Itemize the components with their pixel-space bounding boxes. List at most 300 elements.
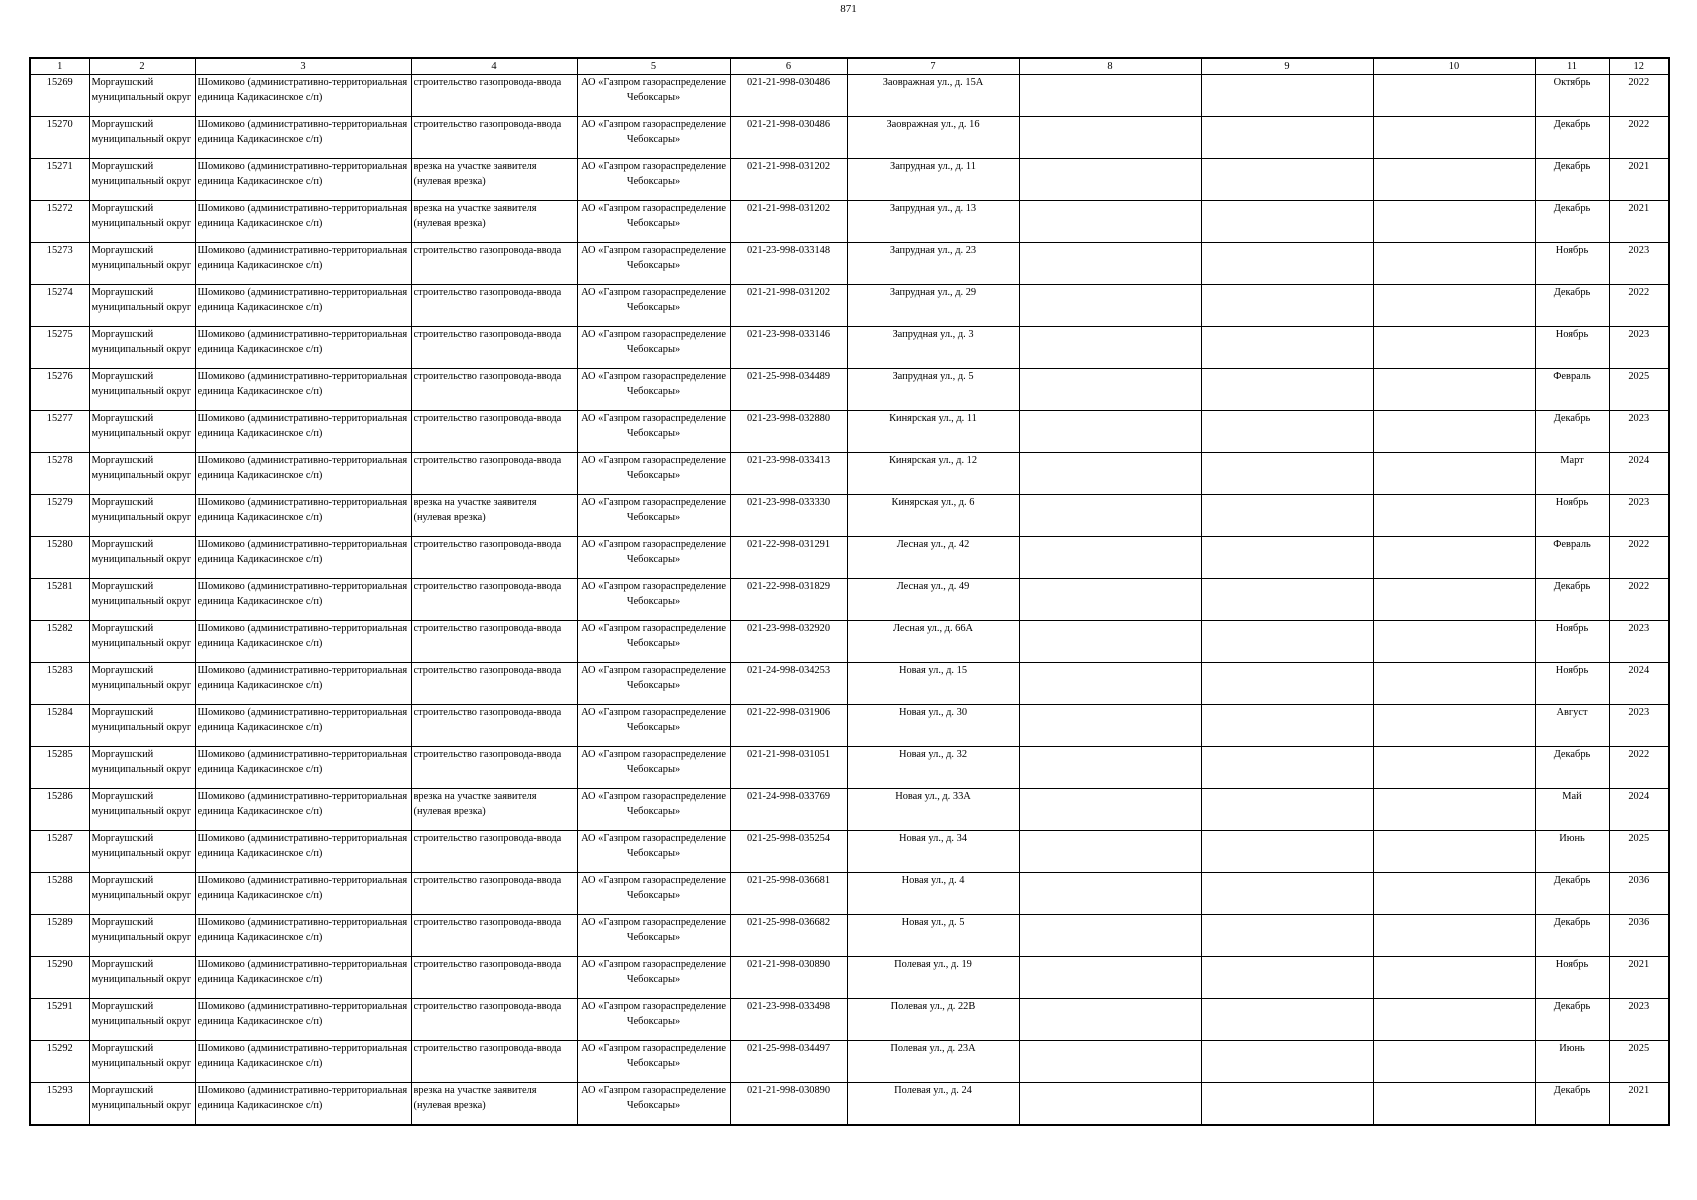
column-8-cell-text — [1022, 790, 1199, 830]
work-type-cell — [411, 705, 577, 747]
locality-cell — [195, 747, 411, 789]
table-row — [30, 579, 1669, 621]
locality-cell — [195, 495, 411, 537]
work-type-cell — [411, 201, 577, 243]
locality-cell-text: Шомиково (административно-территориальная единица Кадикасинское с/п) — [197, 497, 408, 523]
column-9-cell — [1201, 621, 1373, 663]
organization-cell — [577, 285, 730, 327]
organization-cell-text: АО «Газпром газораспределение Чебоксары» — [581, 539, 726, 565]
work-type-cell — [411, 453, 577, 495]
year-cell-text: 2023 — [1628, 1001, 1650, 1012]
organization-cell-text: АО «Газпром газораспределение Чебоксары» — [581, 77, 726, 103]
column-8-cell-text — [1022, 832, 1199, 872]
district-cell — [89, 285, 195, 327]
work-type-cell-text: строительство газопровода-ввода — [413, 959, 562, 970]
year-cell-text: 2022 — [1628, 287, 1650, 298]
row-number-cell — [30, 495, 89, 537]
month-cell — [1535, 495, 1609, 537]
table-row — [30, 117, 1669, 159]
column-9-cell — [1201, 159, 1373, 201]
row-number-cell — [30, 159, 89, 201]
address-cell-text: Кинярская ул., д. 12 — [888, 455, 978, 466]
address-cell-text: Новая ул., д. 32 — [898, 749, 968, 760]
district-cell — [89, 1041, 195, 1083]
locality-cell-text: Шомиково (административно-территориальная единица Кадикасинское с/п) — [197, 791, 408, 817]
organization-cell — [577, 1041, 730, 1083]
application-code-cell-text: 021-23-998-033498 — [746, 1001, 831, 1012]
month-cell — [1535, 873, 1609, 915]
row-number-cell — [30, 537, 89, 579]
application-code-cell-text: 021-21-998-030486 — [746, 119, 831, 130]
column-8-cell-text — [1022, 706, 1199, 746]
column-9-cell — [1201, 957, 1373, 999]
organization-cell-text: АО «Газпром газораспределение Чебоксары» — [581, 1085, 726, 1111]
row-number-cell-text: 15272 — [46, 203, 73, 214]
row-number-cell-text: 15283 — [46, 665, 73, 676]
column-8-cell-text — [1022, 244, 1199, 284]
column-header-1: 1 — [30, 58, 89, 75]
column-header-12: 12 — [1609, 58, 1669, 75]
locality-cell-text: Шомиково (административно-территориальная единица Кадикасинское с/п) — [197, 245, 408, 271]
year-cell-text: 2023 — [1628, 497, 1650, 508]
application-code-cell-text: 021-23-998-032880 — [746, 413, 831, 424]
address-cell-text: Лесная ул., д. 42 — [896, 539, 970, 550]
column-10-cell — [1373, 999, 1535, 1041]
year-cell-text: 2023 — [1628, 707, 1650, 718]
column-9-cell-text — [1204, 790, 1371, 830]
district-cell — [89, 495, 195, 537]
district-cell-text: Моргаушский муниципальный округ — [91, 497, 192, 523]
application-code-cell — [730, 369, 847, 411]
column-8-cell — [1019, 789, 1201, 831]
address-cell — [847, 1083, 1019, 1126]
column-10-cell — [1373, 75, 1535, 117]
month-cell — [1535, 831, 1609, 873]
work-type-cell — [411, 537, 577, 579]
column-9-cell-text — [1204, 1000, 1371, 1040]
application-code-cell-text: 021-23-998-032920 — [746, 623, 831, 634]
column-10-cell — [1373, 1083, 1535, 1126]
column-9-cell — [1201, 327, 1373, 369]
application-code-cell — [730, 327, 847, 369]
locality-cell-text: Шомиково (административно-территориальная единица Кадикасинское с/п) — [197, 917, 408, 943]
column-9-cell — [1201, 705, 1373, 747]
year-cell — [1609, 747, 1669, 789]
column-8-cell — [1019, 747, 1201, 789]
month-cell — [1535, 537, 1609, 579]
organization-cell — [577, 1083, 730, 1126]
column-8-cell-text — [1022, 1042, 1199, 1082]
year-cell — [1609, 957, 1669, 999]
month-cell — [1535, 789, 1609, 831]
column-10-cell-text — [1376, 958, 1533, 998]
year-cell — [1609, 285, 1669, 327]
column-8-cell — [1019, 159, 1201, 201]
month-cell — [1535, 243, 1609, 285]
year-cell — [1609, 327, 1669, 369]
district-cell-text: Моргаушский муниципальный округ — [91, 1001, 192, 1027]
organization-cell-text: АО «Газпром газораспределение Чебоксары» — [581, 413, 726, 439]
row-number-cell-text: 15269 — [46, 77, 73, 88]
month-cell — [1535, 957, 1609, 999]
column-header-10: 10 — [1373, 58, 1535, 75]
month-cell-text: Октябрь — [1553, 77, 1591, 88]
column-10-cell — [1373, 369, 1535, 411]
column-8-cell — [1019, 537, 1201, 579]
work-type-cell — [411, 285, 577, 327]
organization-cell — [577, 75, 730, 117]
organization-cell-text: АО «Газпром газораспределение Чебоксары» — [581, 329, 726, 355]
organization-cell-text: АО «Газпром газораспределение Чебоксары» — [581, 245, 726, 271]
organization-cell — [577, 327, 730, 369]
column-9-cell-text — [1204, 328, 1371, 368]
district-cell-text: Моргаушский муниципальный округ — [91, 245, 192, 271]
locality-cell — [195, 159, 411, 201]
organization-cell-text: АО «Газпром газораспределение Чебоксары» — [581, 119, 726, 145]
work-type-cell — [411, 1083, 577, 1126]
locality-cell — [195, 663, 411, 705]
locality-cell — [195, 117, 411, 159]
row-number-cell — [30, 243, 89, 285]
year-cell-text: 2025 — [1628, 833, 1650, 844]
organization-cell-text: АО «Газпром газораспределение Чебоксары» — [581, 203, 726, 229]
column-header-9: 9 — [1201, 58, 1373, 75]
address-cell — [847, 285, 1019, 327]
column-9-cell-text — [1204, 286, 1371, 326]
address-cell — [847, 495, 1019, 537]
locality-cell-text: Шомиково (административно-территориальная единица Кадикасинское с/п) — [197, 161, 408, 187]
row-number-cell-text: 15285 — [46, 749, 73, 760]
month-cell — [1535, 579, 1609, 621]
column-9-cell — [1201, 789, 1373, 831]
month-cell-text: Декабрь — [1553, 119, 1591, 130]
district-cell-text: Моргаушский муниципальный округ — [91, 917, 192, 943]
locality-cell-text: Шомиково (административно-территориальная единица Кадикасинское с/п) — [197, 413, 408, 439]
district-cell-text: Моргаушский муниципальный округ — [91, 707, 192, 733]
month-cell-text: Декабрь — [1553, 203, 1591, 214]
district-cell-text: Моргаушский муниципальный округ — [91, 203, 192, 229]
column-8-cell-text — [1022, 118, 1199, 158]
year-cell-text: 2021 — [1628, 161, 1650, 172]
organization-cell-text: АО «Газпром газораспределение Чебоксары» — [581, 581, 726, 607]
row-number-cell-text: 15275 — [46, 329, 73, 340]
month-cell-text: Июнь — [1559, 833, 1585, 844]
table-row — [30, 495, 1669, 537]
column-8-cell — [1019, 243, 1201, 285]
address-cell-text: Лесная ул., д. 49 — [896, 581, 970, 592]
column-10-cell-text — [1376, 118, 1533, 158]
column-10-cell-text — [1376, 286, 1533, 326]
district-cell — [89, 75, 195, 117]
year-cell — [1609, 201, 1669, 243]
column-8-cell-text — [1022, 454, 1199, 494]
application-code-cell — [730, 243, 847, 285]
locality-cell — [195, 201, 411, 243]
application-code-cell-text: 021-24-998-034253 — [746, 665, 831, 676]
address-cell-text: Запрудная ул., д. 3 — [892, 329, 974, 340]
work-type-cell — [411, 831, 577, 873]
column-8-cell-text — [1022, 202, 1199, 242]
column-10-cell-text — [1376, 454, 1533, 494]
application-code-cell — [730, 915, 847, 957]
application-code-cell — [730, 873, 847, 915]
column-9-cell-text — [1204, 370, 1371, 410]
month-cell-text: Декабрь — [1553, 917, 1591, 928]
column-8-cell — [1019, 285, 1201, 327]
month-cell-text: Ноябрь — [1555, 329, 1589, 340]
table-row — [30, 957, 1669, 999]
work-type-cell — [411, 621, 577, 663]
month-cell — [1535, 1041, 1609, 1083]
table-row — [30, 1041, 1669, 1083]
district-cell — [89, 411, 195, 453]
district-cell — [89, 999, 195, 1041]
row-number-cell-text: 15284 — [46, 707, 73, 718]
column-8-cell — [1019, 327, 1201, 369]
month-cell — [1535, 1083, 1609, 1126]
application-code-cell-text: 021-25-998-034489 — [746, 371, 831, 382]
month-cell — [1535, 117, 1609, 159]
column-10-cell-text — [1376, 706, 1533, 746]
work-type-cell-text: строительство газопровода-ввода — [413, 875, 562, 886]
gas-connection-register-table — [29, 57, 1670, 1126]
year-cell-text: 2021 — [1628, 1085, 1650, 1096]
district-cell-text: Моргаушский муниципальный округ — [91, 581, 192, 607]
address-cell-text: Новая ул., д. 5 — [901, 917, 965, 928]
table-row — [30, 369, 1669, 411]
locality-cell-text: Шомиково (административно-территориальная единица Кадикасинское с/п) — [197, 623, 408, 649]
organization-cell — [577, 705, 730, 747]
month-cell-text: Август — [1556, 707, 1588, 718]
row-number-cell-text: 15276 — [46, 371, 73, 382]
organization-cell-text: АО «Газпром газораспределение Чебоксары» — [581, 1001, 726, 1027]
address-cell-text: Лесная ул., д. 66А — [892, 623, 974, 634]
column-8-cell — [1019, 75, 1201, 117]
work-type-cell — [411, 243, 577, 285]
district-cell — [89, 663, 195, 705]
year-cell — [1609, 243, 1669, 285]
column-10-cell-text — [1376, 916, 1533, 956]
column-10-cell — [1373, 915, 1535, 957]
column-8-cell — [1019, 1083, 1201, 1126]
year-cell — [1609, 705, 1669, 747]
address-cell-text: Новая ул., д. 15 — [898, 665, 968, 676]
locality-cell-text: Шомиково (административно-территориальная единица Кадикасинское с/п) — [197, 581, 408, 607]
district-cell-text: Моргаушский муниципальный округ — [91, 749, 192, 775]
locality-cell — [195, 1083, 411, 1126]
organization-cell-text: АО «Газпром газораспределение Чебоксары» — [581, 287, 726, 313]
work-type-cell-text: строительство газопровода-ввода — [413, 917, 562, 928]
work-type-cell — [411, 117, 577, 159]
district-cell — [89, 621, 195, 663]
row-number-cell-text: 15277 — [46, 413, 73, 424]
application-code-cell — [730, 747, 847, 789]
month-cell-text: Декабрь — [1553, 581, 1591, 592]
application-code-cell — [730, 663, 847, 705]
district-cell — [89, 957, 195, 999]
column-10-cell — [1373, 789, 1535, 831]
month-cell — [1535, 663, 1609, 705]
year-cell-text: 2036 — [1628, 917, 1650, 928]
work-type-cell-text: врезка на участке заявителя (нулевая врезка) — [413, 791, 537, 817]
application-code-cell-text: 021-25-998-036681 — [746, 875, 831, 886]
column-header-4: 4 — [411, 58, 577, 75]
application-code-cell — [730, 789, 847, 831]
application-code-cell-text: 021-24-998-033769 — [746, 791, 831, 802]
district-cell — [89, 1083, 195, 1126]
column-9-cell-text — [1204, 832, 1371, 872]
address-cell-text: Заовражная ул., д. 16 — [886, 119, 980, 130]
table-row — [30, 159, 1669, 201]
column-8-cell — [1019, 495, 1201, 537]
row-number-cell-text: 15288 — [46, 875, 73, 886]
row-number-cell-text: 15289 — [46, 917, 73, 928]
month-cell-text: Декабрь — [1553, 413, 1591, 424]
month-cell-text: Ноябрь — [1555, 497, 1589, 508]
locality-cell-text: Шомиково (административно-территориальная единица Кадикасинское с/п) — [197, 749, 408, 775]
year-cell-text: 2022 — [1628, 77, 1650, 88]
organization-cell — [577, 495, 730, 537]
column-9-cell-text — [1204, 412, 1371, 452]
row-number-cell — [30, 201, 89, 243]
column-9-cell — [1201, 411, 1373, 453]
year-cell — [1609, 495, 1669, 537]
column-8-cell — [1019, 999, 1201, 1041]
organization-cell-text: АО «Газпром газораспределение Чебоксары» — [581, 917, 726, 943]
locality-cell — [195, 705, 411, 747]
month-cell — [1535, 999, 1609, 1041]
row-number-cell-text: 15282 — [46, 623, 73, 634]
district-cell-text: Моргаушский муниципальный округ — [91, 833, 192, 859]
column-8-cell-text — [1022, 160, 1199, 200]
organization-cell — [577, 411, 730, 453]
organization-cell-text: АО «Газпром газораспределение Чебоксары» — [581, 791, 726, 817]
month-cell — [1535, 327, 1609, 369]
column-8-cell-text — [1022, 328, 1199, 368]
address-cell — [847, 747, 1019, 789]
locality-cell — [195, 579, 411, 621]
locality-cell-text: Шомиково (административно-территориальная единица Кадикасинское с/п) — [197, 119, 408, 145]
district-cell — [89, 537, 195, 579]
work-type-cell — [411, 957, 577, 999]
organization-cell-text: АО «Газпром газораспределение Чебоксары» — [581, 371, 726, 397]
application-code-cell — [730, 411, 847, 453]
table-row — [30, 411, 1669, 453]
column-9-cell-text — [1204, 454, 1371, 494]
column-10-cell-text — [1376, 160, 1533, 200]
month-cell-text: Декабрь — [1553, 875, 1591, 886]
application-code-cell-text: 021-21-998-031051 — [746, 749, 831, 760]
column-9-cell-text — [1204, 496, 1371, 536]
column-9-cell-text — [1204, 958, 1371, 998]
column-header-3: 3 — [195, 58, 411, 75]
organization-cell — [577, 873, 730, 915]
row-number-cell-text: 15293 — [46, 1085, 73, 1096]
month-cell-text: Март — [1560, 455, 1584, 466]
organization-cell-text: АО «Газпром газораспределение Чебоксары» — [581, 161, 726, 187]
district-cell — [89, 579, 195, 621]
row-number-cell-text: 15291 — [46, 1001, 73, 1012]
year-cell — [1609, 117, 1669, 159]
column-10-cell-text — [1376, 244, 1533, 284]
year-cell — [1609, 75, 1669, 117]
district-cell-text: Моргаушский муниципальный округ — [91, 413, 192, 439]
district-cell — [89, 201, 195, 243]
column-10-cell-text — [1376, 76, 1533, 116]
column-10-cell — [1373, 747, 1535, 789]
work-type-cell — [411, 915, 577, 957]
locality-cell — [195, 999, 411, 1041]
locality-cell-text: Шомиково (административно-территориальная единица Кадикасинское с/п) — [197, 455, 408, 481]
column-9-cell — [1201, 663, 1373, 705]
address-cell — [847, 579, 1019, 621]
organization-cell — [577, 243, 730, 285]
locality-cell — [195, 1041, 411, 1083]
locality-cell-text: Шомиково (административно-территориальная единица Кадикасинское с/п) — [197, 1001, 408, 1027]
district-cell-text: Моргаушский муниципальный округ — [91, 329, 192, 355]
column-9-cell-text — [1204, 748, 1371, 788]
column-8-cell-text — [1022, 538, 1199, 578]
year-cell — [1609, 621, 1669, 663]
year-cell-text: 2021 — [1628, 959, 1650, 970]
address-cell — [847, 159, 1019, 201]
district-cell-text: Моргаушский муниципальный округ — [91, 1085, 192, 1111]
row-number-cell — [30, 999, 89, 1041]
locality-cell-text: Шомиково (административно-территориальная единица Кадикасинское с/п) — [197, 77, 408, 103]
column-header-5: 5 — [577, 58, 730, 75]
locality-cell — [195, 75, 411, 117]
row-number-cell — [30, 327, 89, 369]
month-cell-text: Декабрь — [1553, 1001, 1591, 1012]
column-9-cell — [1201, 75, 1373, 117]
column-8-cell — [1019, 831, 1201, 873]
month-cell-text: Май — [1562, 791, 1582, 802]
column-8-cell-text — [1022, 622, 1199, 662]
address-cell — [847, 663, 1019, 705]
column-8-cell-text — [1022, 1084, 1199, 1124]
column-10-cell — [1373, 957, 1535, 999]
year-cell-text: 2022 — [1628, 119, 1650, 130]
column-8-cell — [1019, 411, 1201, 453]
application-code-cell — [730, 285, 847, 327]
row-number-cell-text: 15280 — [46, 539, 73, 550]
row-number-cell — [30, 75, 89, 117]
work-type-cell — [411, 663, 577, 705]
month-cell — [1535, 285, 1609, 327]
column-8-cell — [1019, 873, 1201, 915]
locality-cell — [195, 411, 411, 453]
month-cell — [1535, 621, 1609, 663]
table-row — [30, 285, 1669, 327]
column-8-cell-text — [1022, 496, 1199, 536]
column-9-cell-text — [1204, 118, 1371, 158]
work-type-cell — [411, 75, 577, 117]
district-cell-text: Моргаушский муниципальный округ — [91, 287, 192, 313]
organization-cell — [577, 915, 730, 957]
column-9-cell — [1201, 453, 1373, 495]
district-cell-text: Моргаушский муниципальный округ — [91, 959, 192, 985]
work-type-cell-text: строительство газопровода-ввода — [413, 455, 562, 466]
table-row — [30, 75, 1669, 117]
row-number-cell-text: 15290 — [46, 959, 73, 970]
organization-cell — [577, 453, 730, 495]
year-cell-text: 2023 — [1628, 329, 1650, 340]
work-type-cell-text: строительство газопровода-ввода — [413, 329, 562, 340]
address-cell — [847, 537, 1019, 579]
address-cell — [847, 873, 1019, 915]
district-cell-text: Моргаушский муниципальный округ — [91, 161, 192, 187]
row-number-cell — [30, 117, 89, 159]
